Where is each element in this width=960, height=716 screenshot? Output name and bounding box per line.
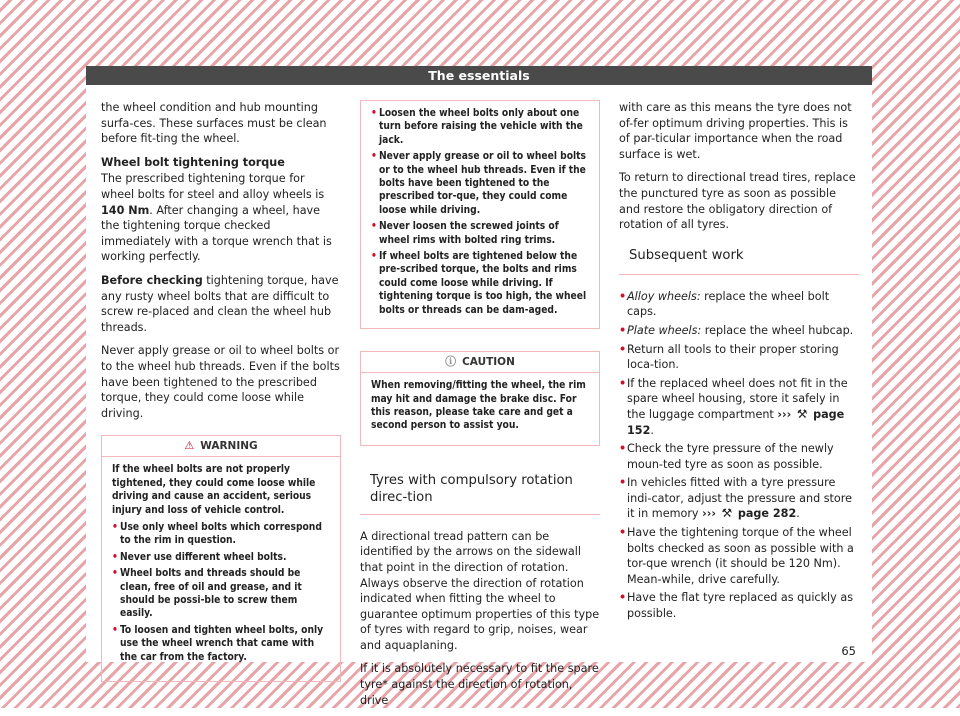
paragraph-torque: The prescribed tightening torque for wheel bolts for steel and alloy wheels is 140 Nm. After changing a wheel, have the tightening torque checked immediately with a torque wrench that is working perfectly. xyxy=(101,172,332,264)
list-item: • Return all tools to their proper storing loca-tion. xyxy=(619,342,859,373)
list-item: • To loosen and tighten wheel bolts, only use the wheel wrench that came with the car from the factory. xyxy=(112,624,332,664)
page-header: The essentials xyxy=(86,66,872,85)
paragraph: Never apply grease or oil to wheel bolts or to the wheel hub threads. Even if the bolts have been tightened to the prescribed torque, they could come loose while driving. xyxy=(101,344,340,420)
reference-arrow: ››› xyxy=(777,407,792,421)
paragraph: the wheel condition and hub mounting surfa-ces. These surfaces must be clean before fit-ting the wheel. xyxy=(101,101,327,146)
list-item: • Never use different wheel bolts. xyxy=(112,551,332,564)
paragraph: To return to directional tread tires, replace the punctured tyre as soon as possible and restore the obligatory direction of rotation of all tyres. xyxy=(619,171,856,232)
list-item: • Never loosen the screwed joints of wheel rims with bolted ring trims. xyxy=(371,220,591,247)
warning-list-continued xyxy=(371,107,591,317)
wrench-tools-icon: ⚒ xyxy=(796,406,808,421)
list-item: • In vehicles fitted with a tyre pressure indi-cator, adjust the pressure and store it in memory ››› ⚒ page 282. xyxy=(619,475,859,522)
list-item: • If the replaced wheel does not fit in the spare wheel housing, store it safely in the luggage compartment ››› ⚒ page 152. xyxy=(619,376,859,438)
caution-body xyxy=(361,373,599,445)
list-item: • Wheel bolts and threads should be clean, free of oil and grease, and it should be possi-ble to screw them easily. xyxy=(112,567,332,621)
warning-triangle-icon: ⚠ xyxy=(184,439,195,453)
caution-box xyxy=(360,351,600,446)
list-item: • Loosen the wheel bolts only about one turn before raising the vehicle with the jack. xyxy=(371,107,591,147)
section-heading-subsequent-work: Subsequent work xyxy=(619,247,859,275)
warning-body xyxy=(102,457,340,675)
list-item: • Plate wheels: replace the wheel hubcap. xyxy=(619,323,859,339)
paragraph-before-checking: Before checking tightening torque, have any rusty wheel bolts that are difficult to screw re-placed and clean the wheel hub threads. xyxy=(101,273,339,334)
section-heading-rotation: Tyres with compulsory rotation direc-tion xyxy=(360,472,600,515)
warning-body-continued xyxy=(361,101,599,328)
list-item: • Use only wheel bolts which correspond to the rim in question. xyxy=(112,521,332,548)
list-item: • Check the tyre pressure of the newly moun-ted tyre as soon as possible. xyxy=(619,441,859,472)
list-item: • Have the tightening torque of the wheel bolts checked as soon as possible with a tor-que wrench (it should be 120 Nm). Mean-while, drive carefully. xyxy=(619,525,859,587)
list-item: • Never apply grease or oil to wheel bolts or to the wheel hub threads. Even if the bolts have been tightened to the prescribed tor-que, they could come loose while driving. xyxy=(371,150,591,217)
subsequent-work-list xyxy=(619,289,859,622)
warning-box xyxy=(101,435,341,675)
column-middle xyxy=(360,100,600,716)
page-number: 65 xyxy=(841,644,856,658)
list-item: • Alloy wheels: replace the wheel bolt caps. xyxy=(619,289,859,320)
page-reference-link[interactable]: page 282 xyxy=(737,507,797,521)
warning-box-continued xyxy=(360,100,600,329)
warning-list xyxy=(112,521,332,664)
caution-text: When removing/fitting the wheel, the rim may hit and damage the brake disc. For this reason, please take care and get a second person to assist you. xyxy=(371,380,586,432)
page-reference-link[interactable]: page 152 xyxy=(627,407,845,437)
wrench-tools-icon: ⚒ xyxy=(721,506,733,521)
paragraph: If it is absolutely necessary to fit the spare tyre* against the direction of rotation, drive xyxy=(360,662,599,707)
list-item: • If wheel bolts are tightened below the pre-scribed torque, the bolts and rims could come loose while driving. If tightening torque is too high, the wheel bolts or threads can be dam-aged. xyxy=(371,250,591,317)
paragraph: with care as this means the tyre does not of-fer optimum driving properties. This is of par-ticular importance when the road surface is wet. xyxy=(619,101,852,161)
list-item: • Have the flat tyre replaced as quickly as possible. xyxy=(619,590,859,621)
caution-circle-icon: ⓘ xyxy=(445,355,457,369)
subheading-torque: Wheel bolt tightening torque xyxy=(101,155,285,169)
warning-header: ⚠ WARNING xyxy=(102,436,340,457)
column-right xyxy=(619,100,859,625)
warning-intro: If the wheel bolts are not properly tightened, they could come loose while driving and cause an accident, serious injury and loss of vehicle control. xyxy=(112,464,316,516)
caution-header: ⓘ CAUTION xyxy=(361,352,599,373)
paragraph: A directional tread pattern can be identified by the arrows on the sidewall that point in the direction of rotation. Always observe the direction of rotation indicated when fitting the wheel to guarantee optimum properties of this type of tyres with regard to grip, noises, wear and aquaplaning. xyxy=(360,529,600,652)
reference-arrow: ››› xyxy=(702,507,716,521)
column-left xyxy=(101,100,341,682)
